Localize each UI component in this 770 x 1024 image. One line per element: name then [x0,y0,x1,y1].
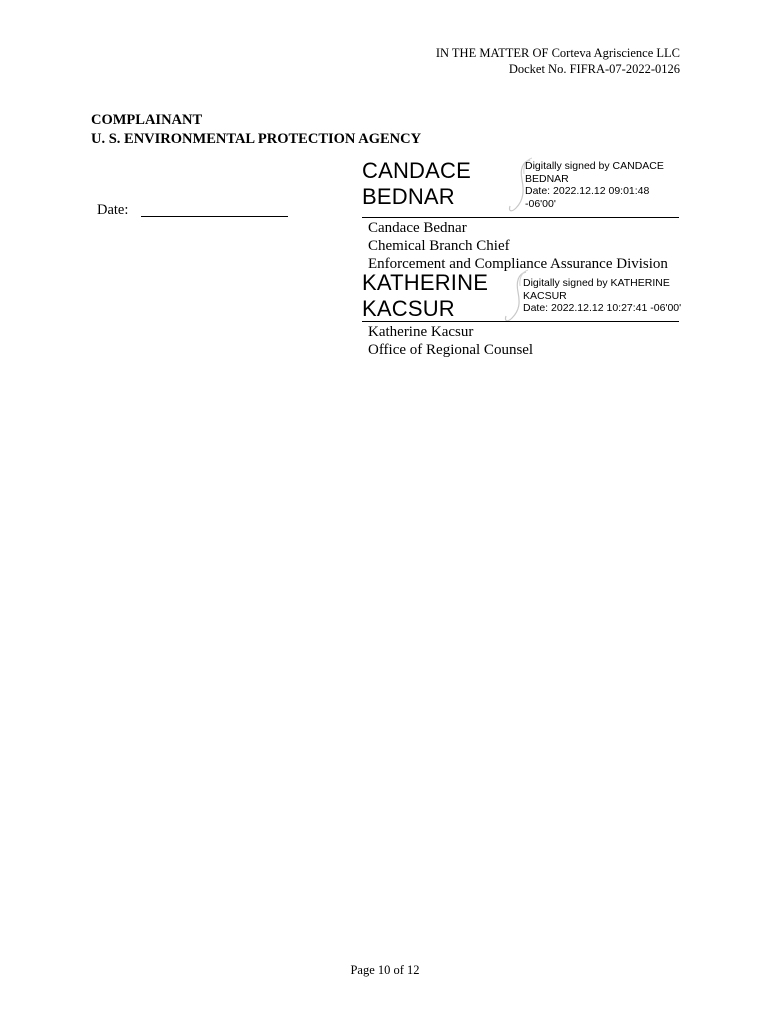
digital-signed-offset: -06'00' [525,197,556,210]
title-line: Chemical Branch Chief [368,238,510,254]
printed-name: Katherine Kacsur [368,324,474,340]
signature-line [362,321,679,322]
digital-signed-name: BEDNAR [525,172,569,185]
digital-signed-date: Date: 2022.12.12 09:01:48 [525,185,650,197]
date-blank-line [141,216,288,217]
complainant-label: COMPLAINANT [91,112,203,128]
division-line: Enforcement and Compliance Assurance Division [368,256,668,272]
date-label: Date: [97,202,129,218]
signed-name-last: KACSUR [362,296,455,321]
digital-signed-by: Digitally signed by KATHERINE [523,277,670,289]
signature-block-kacsur [362,268,682,368]
case-matter: IN THE MATTER OF Corteva Agriscience LLC [435,46,680,60]
agency-name: U. S. ENVIRONMENTAL PROTECTION AGENCY [91,131,422,147]
digital-signed-by: Digitally signed by CANDACE [525,160,664,172]
complainant-block [91,111,421,149]
digital-signed-date: Date: 2022.12.12 10:27:41 -06'00' [523,302,682,314]
signed-name-first: CANDACE [362,158,471,183]
signature-block-bednar [362,156,679,276]
printed-name: Candace Bednar [368,220,467,236]
page-number: Page 10 of 12 [350,963,420,977]
digital-signed-name: KACSUR [523,289,567,302]
digital-signature-info [525,160,664,210]
title-line: Office of Regional Counsel [368,342,534,358]
digital-signature-info [523,277,681,315]
docket-number: Docket No. FIFRA-07-2022-0126 [508,62,680,76]
signed-name-last: BEDNAR [362,184,455,209]
signature-line [362,217,679,218]
signed-name-first: KATHERINE [362,270,489,295]
case-header [436,45,680,77]
